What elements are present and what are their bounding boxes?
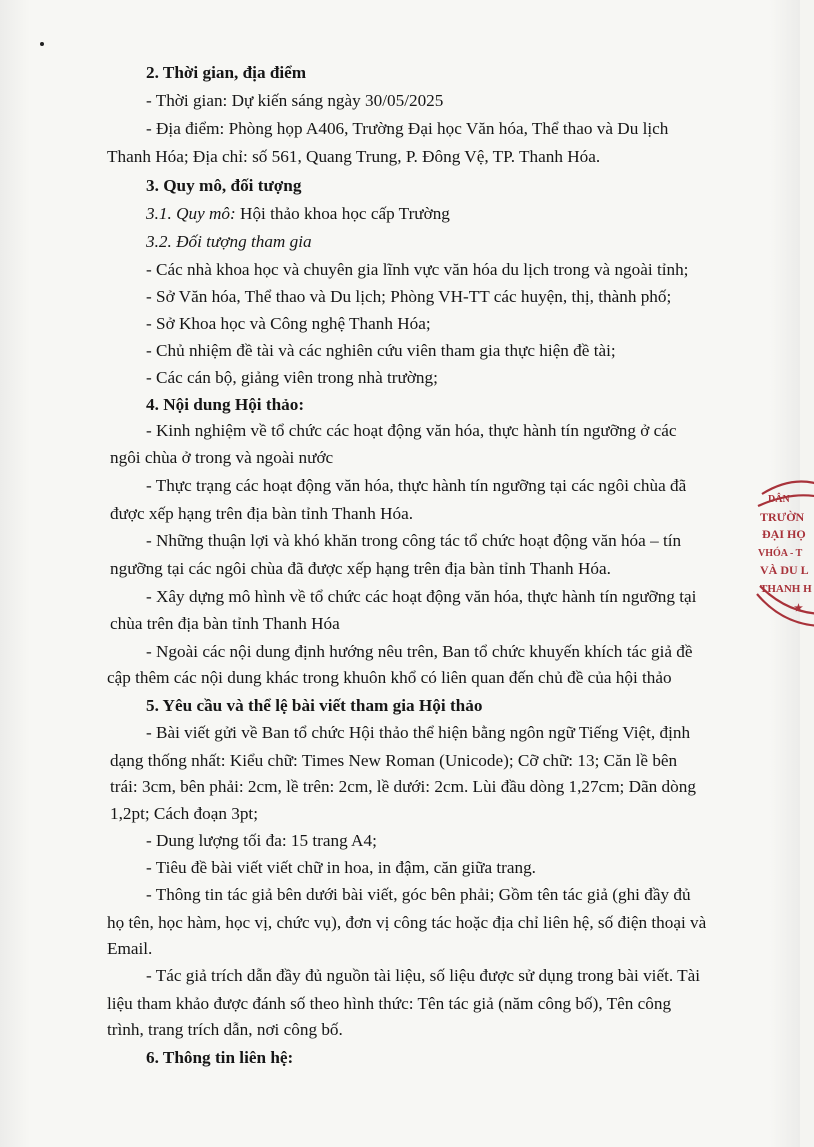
stamp-text: ĐẠI HỌ — [762, 527, 806, 541]
requirement-line: - Bài viết gửi về Ban tổ chức Hội thảo thể hiện bằng ngôn ngữ Tiếng Việt, định — [146, 723, 691, 742]
section-5-heading: 5. Yêu cầu và thể lệ bài viết tham gia Hội thảo — [146, 696, 483, 715]
scale-subsection — [146, 202, 450, 226]
requirement-line: - Thông tin tác giả bên dưới bài viết, góc bên phải; Gồm tên tác giả (ghi đầy đủ — [146, 885, 691, 904]
content-line: ngôi chùa ở trong và ngoài nước — [110, 448, 334, 467]
requirement-line: - Tác giả trích dẫn đầy đủ nguồn tài liệu, số liệu được sử dụng trong bài viết. Tài — [146, 966, 701, 985]
participants-subheading: 3.2. Đối tượng tham gia — [146, 232, 312, 251]
requirement-line: trình, trang trích dẫn, nơi công bố. — [107, 1020, 343, 1039]
place-line-2: Thanh Hóa; Địa chỉ: số 561, Quang Trung, P. Đông Vệ, TP. Thanh Hóa. — [107, 147, 601, 166]
content-line: ngưỡng tại các ngôi chùa đã được xếp hạng trên địa bàn tỉnh Thanh Hóa. — [110, 559, 611, 578]
scan-speck — [40, 42, 44, 46]
stamp-star: ★ — [794, 603, 803, 614]
participant-item: - Các nhà khoa học và chuyên gia lĩnh vực văn hóa du lịch trong và ngoài tỉnh; — [146, 260, 689, 279]
content-line: - Thực trạng các hoạt động văn hóa, thực hành tín ngưỡng tại các ngôi chùa đã — [146, 476, 687, 495]
scale-label: 3.1. Quy mô: — [146, 204, 236, 223]
stamp-text: VÀ DU L — [760, 563, 809, 577]
section-2-heading: 2. Thời gian, địa điểm — [146, 63, 307, 82]
official-seal-stamp — [754, 476, 814, 636]
section-4-heading: 4. Nội dung Hội thảo: — [146, 395, 305, 414]
content-line: chùa trên địa bàn tỉnh Thanh Hóa — [110, 614, 340, 633]
content-line: - Những thuận lợi và khó khăn trong công tác tổ chức hoạt động văn hóa – tín — [146, 531, 682, 550]
stamp-text: THANH H — [760, 583, 812, 595]
place-line-1: - Địa điểm: Phòng họp A406, Trường Đại học Văn hóa, Thể thao và Du lịch — [146, 119, 669, 138]
section-6-heading: 6. Thông tin liên hệ: — [146, 1048, 294, 1067]
participant-item: - Sở Văn hóa, Thể thao và Du lịch; Phòng VH-TT các huyện, thị, thành phố; — [146, 287, 672, 306]
requirement-line: dạng thống nhất: Kiểu chữ: Times New Roman (Unicode); Cỡ chữ: 13; Căn lề bên — [110, 751, 678, 770]
requirement-line: Email. — [107, 939, 153, 958]
section-3-heading: 3. Quy mô, đối tượng — [146, 176, 302, 195]
requirement-line: 1,2pt; Cách đoạn 3pt; — [110, 804, 258, 823]
participant-item: - Chủ nhiệm đề tài và các nghiên cứu viên tham gia thực hiện đề tài; — [146, 341, 616, 360]
scale-text: Hội thảo khoa học cấp Trường — [235, 204, 450, 223]
stamp-text: TRƯỜN — [760, 510, 805, 524]
content-line: - Ngoài các nội dung định hướng nêu trên, Ban tổ chức khuyến khích tác giả đề — [146, 642, 693, 661]
requirement-line: liệu tham khảo được đánh số theo hình thức: Tên tác giả (năm công bố), Tên công — [107, 994, 672, 1013]
content-line: - Xây dựng mô hình về tổ chức các hoạt động văn hóa, thực hành tín ngưỡng tại — [146, 587, 697, 606]
time-line: - Thời gian: Dự kiến sáng ngày 30/05/2025 — [146, 91, 444, 110]
requirement-line: - Tiêu đề bài viết viết chữ in hoa, in đậm, căn giữa trang. — [146, 858, 536, 877]
stamp-text: DÂN — [768, 494, 790, 505]
participant-item: - Sở Khoa học và Công nghệ Thanh Hóa; — [146, 314, 431, 333]
content-line: cập thêm các nội dung khác trong khuôn khổ có liên quan đến chủ đề của hội thảo — [107, 668, 672, 687]
requirement-line: trái: 3cm, bên phải: 2cm, lề trên: 2cm, lề dưới: 2cm. Lùi đầu dòng 1,27cm; Dãn dòng — [110, 777, 696, 796]
participant-item: - Các cán bộ, giảng viên trong nhà trường; — [146, 368, 438, 387]
content-line: được xếp hạng trên địa bàn tỉnh Thanh Hóa. — [110, 504, 414, 523]
content-line: - Kinh nghiệm về tổ chức các hoạt động văn hóa, thực hành tín ngưỡng ở các — [146, 421, 677, 440]
requirement-line: - Dung lượng tối đa: 15 trang A4; — [146, 831, 377, 850]
requirement-line: họ tên, học hàm, học vị, chức vụ), đơn vị công tác hoặc địa chỉ liên hệ, số điện thoại và — [107, 913, 707, 932]
stamp-text: VHÓA - T — [758, 548, 803, 559]
